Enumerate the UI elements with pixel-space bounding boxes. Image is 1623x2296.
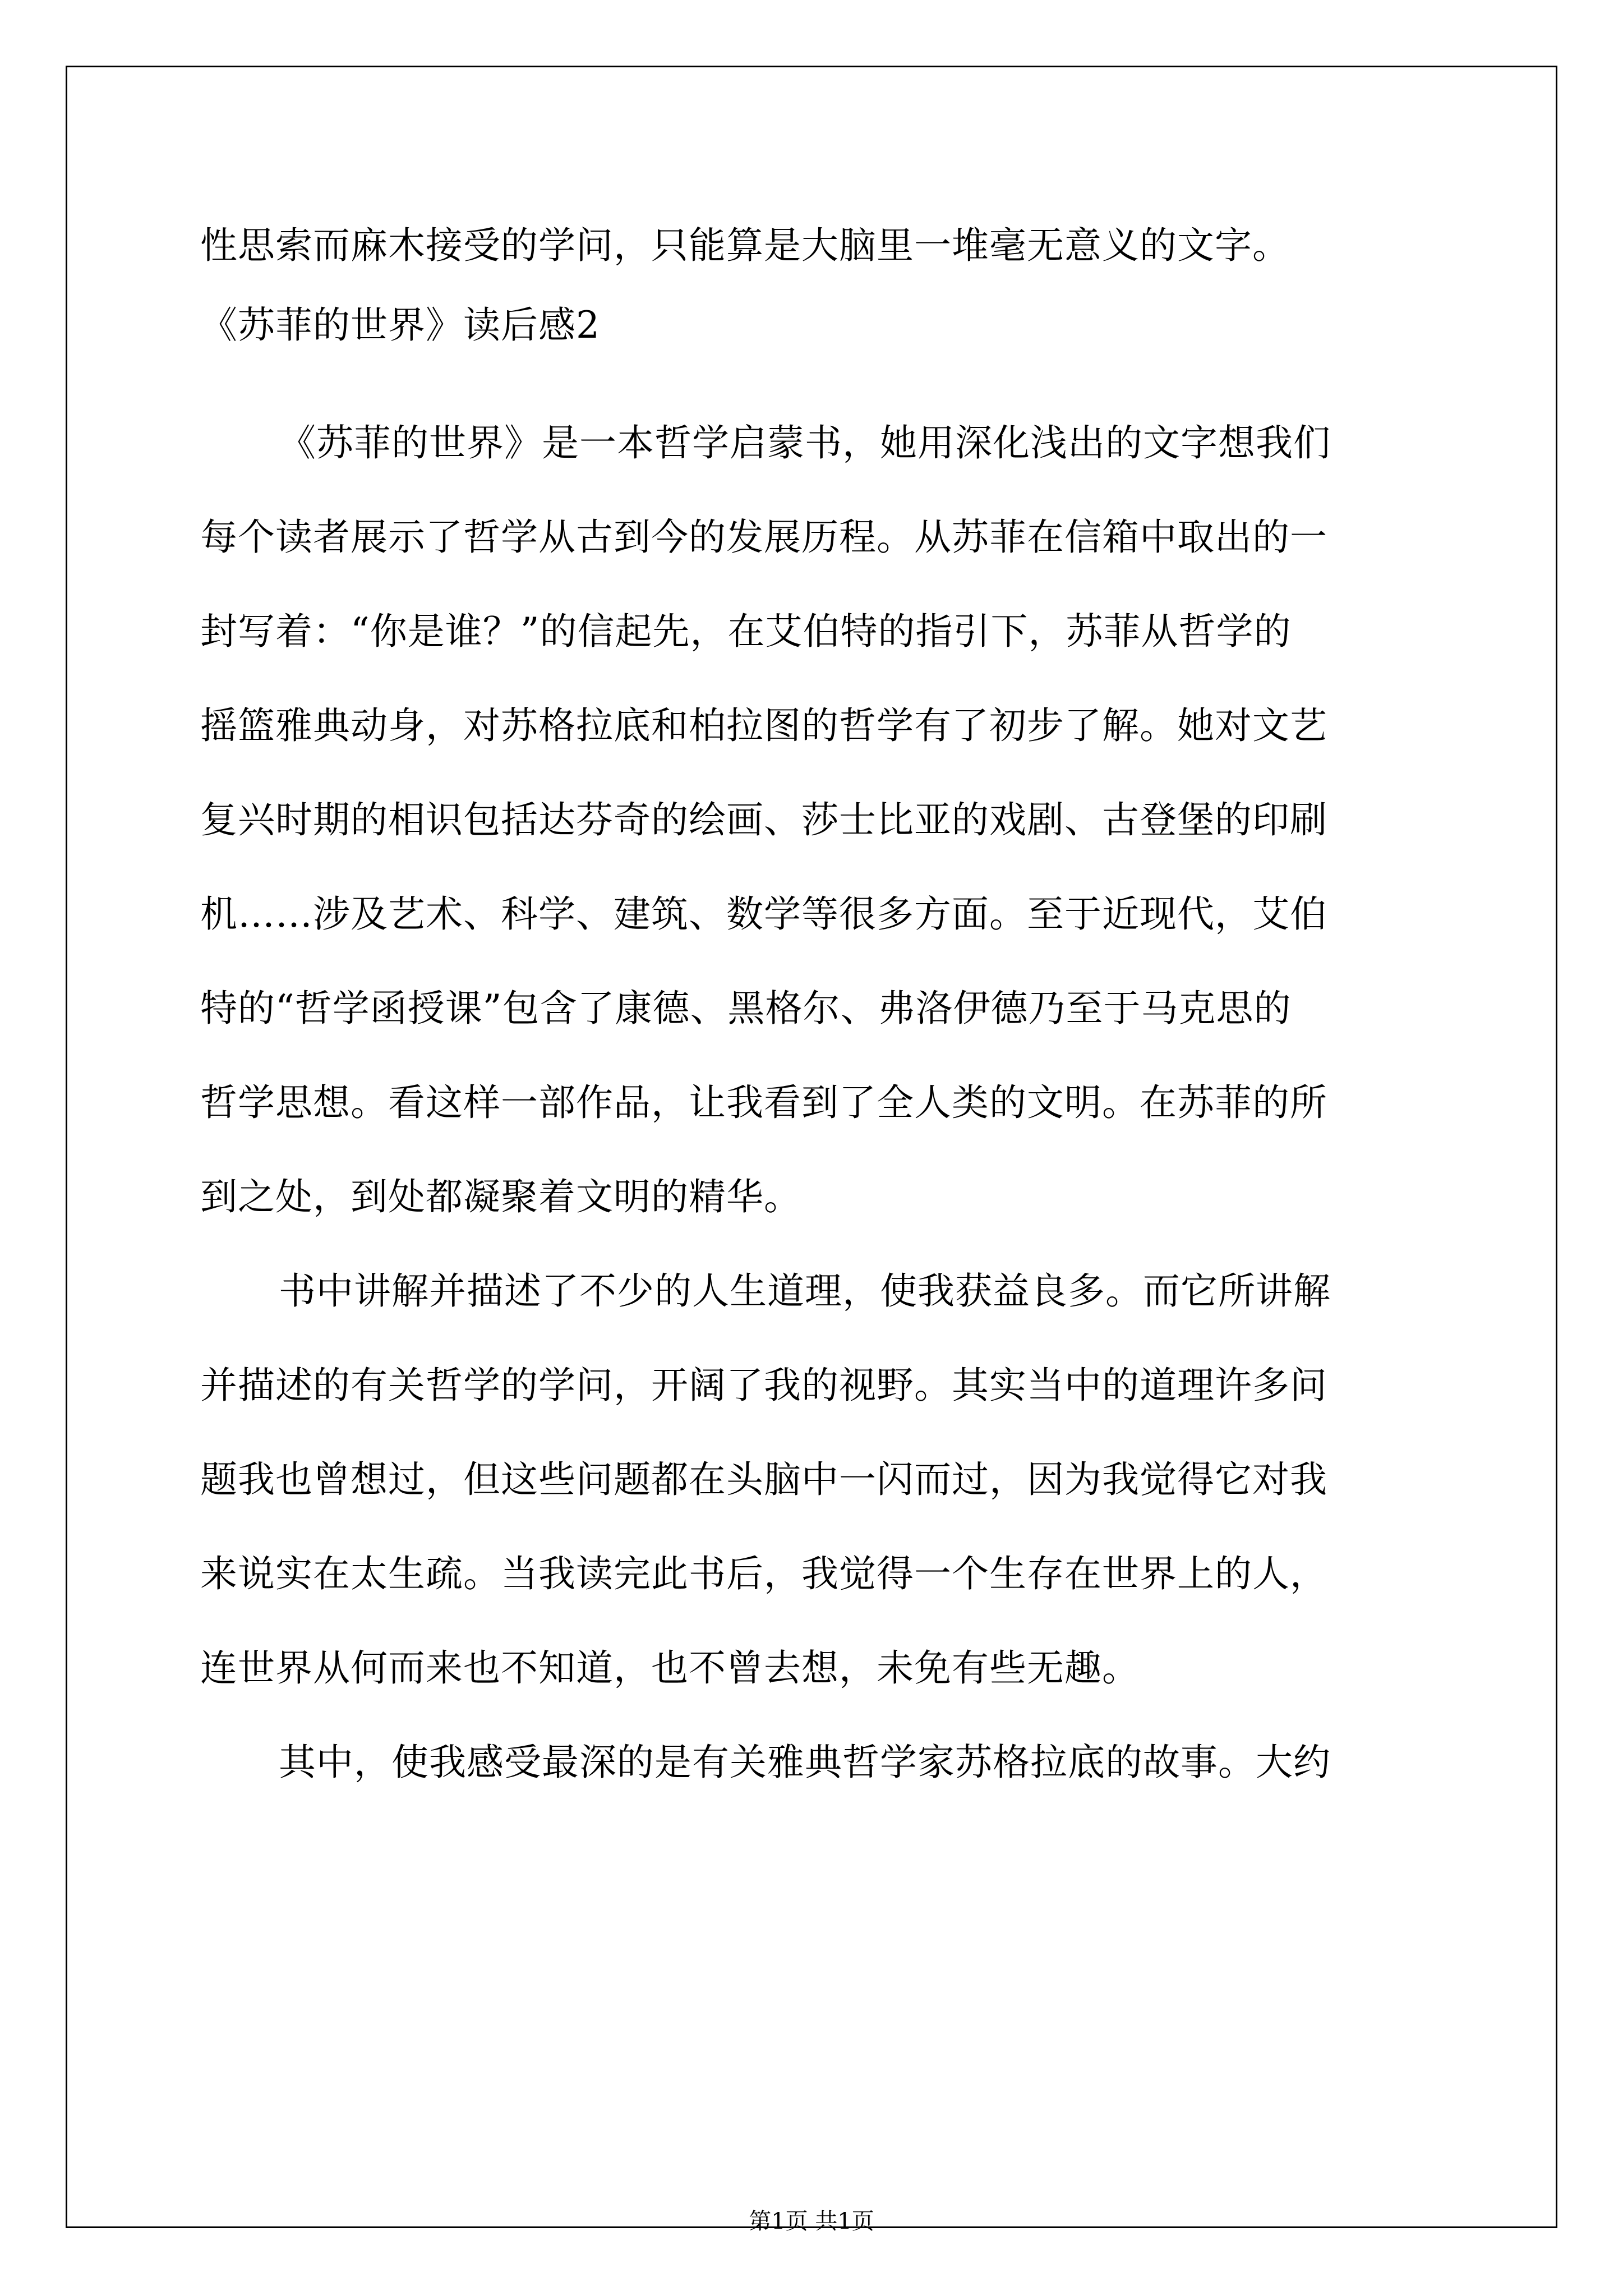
- page-border: [66, 66, 1557, 2228]
- text-line: 并描述的有关哲学的学问，开阔了我的视野。其实当中的道理许多问: [200, 1364, 1327, 1407]
- text-line: 特的“哲学函授课”包含了康德、黑格尔、弗洛伊德乃至于马克思的: [200, 987, 1292, 1030]
- page-number: 第1页 共1页: [749, 2208, 874, 2234]
- text-line: 到之处，到处都凝聚着文明的精华。: [200, 1175, 801, 1218]
- text-line: 来说实在太生疏。当我读完此书后，我觉得一个生存在世界上的人，: [200, 1552, 1327, 1595]
- text-line: 摇篮雅典动身，对苏格拉底和柏拉图的哲学有了初步了解。她对文艺: [200, 704, 1327, 747]
- text-line: 复兴时期的相识包括达芬奇的绘画、莎士比亚的戏剧、古登堡的印刷: [200, 798, 1327, 841]
- text-line: 题我也曾想过，但这些问题都在头脑中一闪而过，因为我觉得它对我: [200, 1458, 1327, 1501]
- text-line: 机……涉及艺术、科学、建筑、数学等很多方面。至于近现代，艾伯: [200, 892, 1327, 936]
- text-line: 哲学思想。看这样一部作品，让我看到了全人类的文明。在苏菲的所: [200, 1081, 1327, 1124]
- text-line: 封写着：“你是谁？”的信起先，在艾伯特的指引下，苏菲从哲学的: [200, 610, 1292, 653]
- text-line: 每个读者展示了哲学从古到今的发展历程。从苏菲在信箱中取出的一: [200, 516, 1327, 559]
- text-line: 性思索而麻木接受的学问，只能算是大脑里一堆毫无意义的文字。: [200, 224, 1290, 267]
- section-heading: 《苏菲的世界》读后感2: [200, 303, 600, 347]
- text-line: 连世界从何而来也不知道，也不曾去想，未免有些无趣。: [200, 1646, 1140, 1690]
- paragraph-first-line: 其中，使我感受最深的是有关雅典哲学家苏格拉底的故事。大约: [279, 1741, 1331, 1784]
- paragraph-first-line: 书中讲解并描述了不少的人生道理，使我获益良多。而它所讲解: [279, 1269, 1331, 1313]
- paragraph-first-line: 《苏菲的世界》是一本哲学启蒙书，她用深化浅出的文字想我们: [279, 421, 1331, 464]
